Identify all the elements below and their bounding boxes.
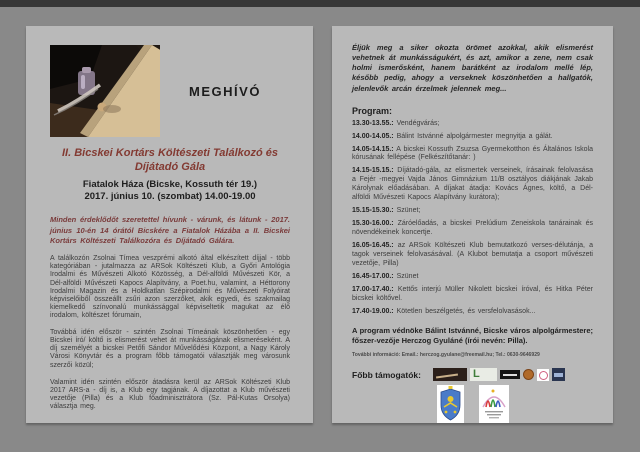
muvelodesi-kozpont-emblem-icon [479,385,509,423]
main-sponsor-logos [352,385,593,423]
program-desc: az ARSok Költészeti Klub bemutatkozó verses-délutánja, a tagok verseinek felolvasásával. (A Klubot bemutatja a csoport művészeti vezetője, Pilla) [352,242,593,268]
contact-info-line: További információ: Email.: herczog.gyulane@freemail.hu; Tel.: 0630-9646929 [352,352,540,358]
sponsors-row [352,368,593,381]
green-l-logo-icon: L [470,368,497,381]
program-desc: Szünet [396,272,419,280]
program-desc: Kötetlen beszélgetés, és versfelolvasások... [396,307,536,315]
program-desc: A bicskei Kossuth Zsuzsa Gyermekotthon és Általános Iskola kórusának fellépése (Felkészítőtanár: ) [352,145,594,162]
program-item [352,220,593,238]
invitation-page-1 [26,26,313,423]
brown-banner-logo-icon [433,368,467,381]
program-desc: Kettős interjú Müller Nikolett bicskei íróval, és Hitka Péter bicskei költővel. [352,285,593,302]
patron-paragraph: A program védnöke Bálint Istvánné, Bicske város alpolgármestere; főszer-vezője Herczog Gyuláné (írói nevén: Pilla). [352,325,593,345]
event-datetime: 2017. június 10. (szombat) 14.00-19.00 [84,190,256,202]
quill-pen-and-ink-photo [50,45,160,137]
program-heading: Program: [352,105,393,116]
event-title: II. Bicskei Kortárs Költészeti Találkozó és Díjátadó Gála [61,147,278,173]
body-paragraph-1: A találkozón Zsolnai Tímea veszprémi alkotó által elkészített díjjal - több kategóriában - jutalmazza az ARSok Költészeti Klub, a Győri Antológia Irodalmi és Művészeti Alkotó Közösség, a Dél-alföldi Művészeti Kör, a Dél-alföldi Művészeti Kapocs Alapítvány, a Poet.hu, valamint, a Héttorony Irodalmi Magazin és a Holdkatlan Szépirodalmi és Művészeti Folyóirat képviselőiből összeállt zsűri azon szerzőket, akik egyedi, és szakmailag kiemelkedő színvonalú munkássággal képviseltetik magukat az élő irodalom, költészet fórumain, [50,255,290,319]
black-label-logo-icon [500,370,520,379]
event-venue: Fiatalok Háza (Bicske, Kossuth tér 19.) [82,178,258,190]
program-desc: Vendégvárás; [396,119,440,127]
program-time: 14.15-15.15.: [352,167,394,175]
program-time: 14.05-14.15.: [352,145,394,153]
sponsor-logo-strip [433,368,565,381]
night-city-logo-icon [552,368,565,381]
bronze-medal-logo-icon [523,369,534,380]
invitation-heading: MEGHÍVÓ [189,83,261,99]
program-time: 15.30-16.00.: [352,220,394,228]
invitation-page-2 [332,26,613,423]
program-time: 13.30-13.55.: [352,119,394,127]
top-dark-bar [0,0,640,7]
program-desc: Bálint Istvánné alpolgármester megnyitja a gálát. [396,132,553,140]
bicske-coat-of-arms-icon [437,385,464,423]
invitation-lead-paragraph: Minden érdeklődőt szeretettel hívunk - várunk, és látunk - 2017. június 10-én 14 órától Bicskére a Fiatalok Házába a II. Bicskei Kortárs Költészeti Találkozóra és Díjátadó Gálára. [50,215,290,245]
program-item [352,146,593,164]
program-item [352,167,593,203]
program-desc: Záróelőadás, a bicskei Prelúdium Zeneiskola tanárainak és növendékeinek koncertje. [352,220,593,237]
program-time: 17.00-17.40.: [352,285,394,293]
program-desc: Díjátadó-gála, az elismertek verseinek, írásainak felolvasása a Fejér -megyei Vajda János Gimnázium 11/B osztályos diákjának Jakab Károlynak előadásában. A díjakat átadja: Kovács Ágnes, költő, a Dél-alföldi Művészeti Kapocs Alapítvány kurátora); [352,167,593,202]
motto-paragraph: Éljük meg a siker okozta örömet azokkal, akik elismerést vehetnek át munkásságukért, és azt, amikor a zene, nem csak holmi ismerősként, hanem barátként az irodalom mellé lép, később pedig, ahogy a verseknek köszönhetően a hallgatók, jelenlevők arcán érzelmek jelennek meg... [352,43,593,93]
program-item [352,286,593,304]
body-paragraph-2: Továbbá idén először - szintén Zsolnai Tímeának köszönhetően - egy Bicskei író/ költő is elismerést vehet át munkásságának elismeréseként. A díj személyét a bicskei Petőfi Sándor Művelődési Központ, a Nagy Károly Városi Könyvtár és a program főbb támogatói választják meg városunk szerzői közül; [50,329,290,369]
program-item [352,273,593,282]
program-item [352,242,593,269]
pink-emblem-logo-icon [537,369,549,381]
program-time: 17.40-19.00.: [352,307,394,315]
program-time: 16.45-17.00.: [352,272,394,280]
program-item [352,133,593,142]
program-item [352,120,593,129]
body-paragraph-3: Valamint idén szintén először átadásra kerül az ARSok Költészeti Klub 2017 ARS-a - díj is, a Klub egy tagjának. A díjazottat a Klub művészeti vezetője (Pilla) és a Klub főadminisztrátora (Sz. Pál-Kutas Orsolya) választja meg. [50,378,290,410]
program-time: 14.00-14.05.: [352,132,394,140]
page1-header [50,45,290,137]
program-time: 15.15-15.30.: [352,207,394,215]
sponsors-heading: Főbb támogatók: [352,369,421,380]
program-item [352,207,593,216]
program-item [352,308,593,317]
program-desc: Szünet; [396,207,421,215]
program-time: 16.05-16.45.: [352,242,394,250]
